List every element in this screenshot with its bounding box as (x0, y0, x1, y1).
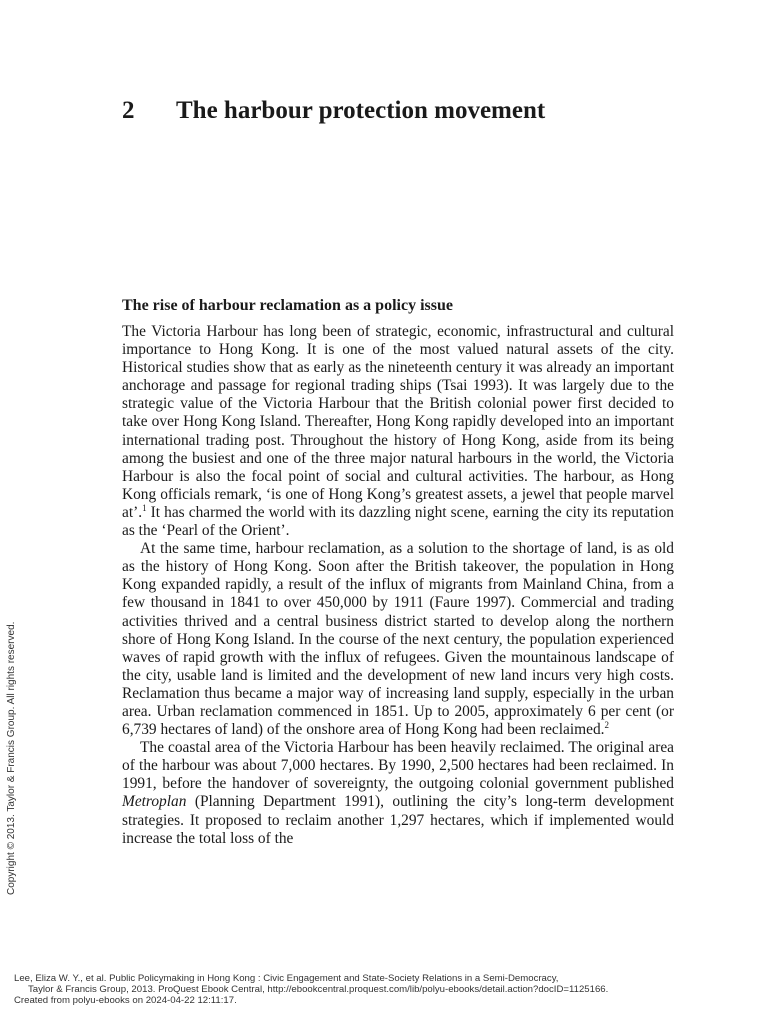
chapter-number: 2 (122, 97, 135, 124)
paragraph-2: At the same time, harbour reclamation, as a solution to the shortage of land, is as old as the history of Hong Kong. Soon after the British takeover, the population in Hong Kong expanded rapidly, a result of the influx of migrants from Mainland China, from a few thousand in 1841 to over 450,000 by 1911 (Faure 1997). Commercial and trading activities thrived and a central business district started to develop along the northern shore of Hong Kong Island. In the course of the next century, the population experienced waves of rapid growth with the influx of refugees. Given the mountainous landscape of the city, usable land is limited and the development of new land incurs very high costs. Reclamation thus became a major way of increasing land supply, especially in the urban area. Urban reclamation commenced in 1851. Up to 2005, approximately 6 per cent (or 6,739 hectares of land) of the onshore area of Hong Kong had been reclaimed.$^2$ (122, 540, 674, 739)
italic-title: Metroplan (122, 793, 187, 811)
chapter-title: The harbour protection movement (176, 97, 546, 124)
footer-line-2: Taylor & Francis Group, 2013. ProQuest Ebook Central, http://ebookcentral.proquest.com/lib/polyu-ebooks/detail.action?docID=1125166. (28, 984, 609, 995)
chapter-heading (122, 96, 642, 125)
body-text (122, 323, 674, 848)
footnote-ref-2[interactable]: 2 (604, 720, 609, 731)
footer-line-1: Lee, Eliza W. Y., et al. Public Policymaking in Hong Kong : Civic Engagement and State-Society Relations in a Semi-Democracy, (14, 973, 559, 984)
paragraph-3: The coastal area of the Victoria Harbour has been heavily reclaimed. The original area of the harbour was about 7,000 hectares. By 1990, 2,500 hectares had been reclaimed. In 1991, before the handover of sovereignty, the outgoing colonial government published Metroplan (Planning Department 1991), outlining the city’s long-term development strategies. It proposed to reclaim another 1,297 hectares, which if implemented would increase the total loss of the (122, 739, 674, 847)
citation-footer (14, 973, 754, 1006)
side-copyright-notice: Copyright © 2013. Taylor & Francis Group. All rights reserved. (6, 621, 17, 895)
footnote-ref-1[interactable]: 1 (142, 502, 147, 513)
section-heading: The rise of harbour reclamation as a policy issue (122, 297, 453, 314)
paragraph-1: The Victoria Harbour has long been of strategic, economic, infrastructural and cultural importance to Hong Kong. It is one of the most valued natural assets of the city. Historical studies show that as early as the nineteenth century it was already an important anchorage and passage for regional trading ships (Tsai 1993). It was largely due to the strategic value of the Victoria Harbour that the British colonial power first decided to take over Hong Kong Island. Thereafter, Hong Kong rapidly developed into an important international trading post. Throughout the history of Hong Kong, aside from its being among the busiest and one of the three major natural harbours in the world, the Victoria Harbour is also the focal point of social and cultural activities. The harbour, as Hong Kong officials remark, ‘is one of Hong Kong’s greatest assets, a jewel that people marvel at’.$^1$ It has charmed the world with its dazzling night scene, earning the city its reputation as the ‘Pearl of the Orient’. (122, 323, 674, 540)
footer-line-3: Created from polyu-ebooks on 2024-04-22 12:11:17. (14, 995, 237, 1006)
